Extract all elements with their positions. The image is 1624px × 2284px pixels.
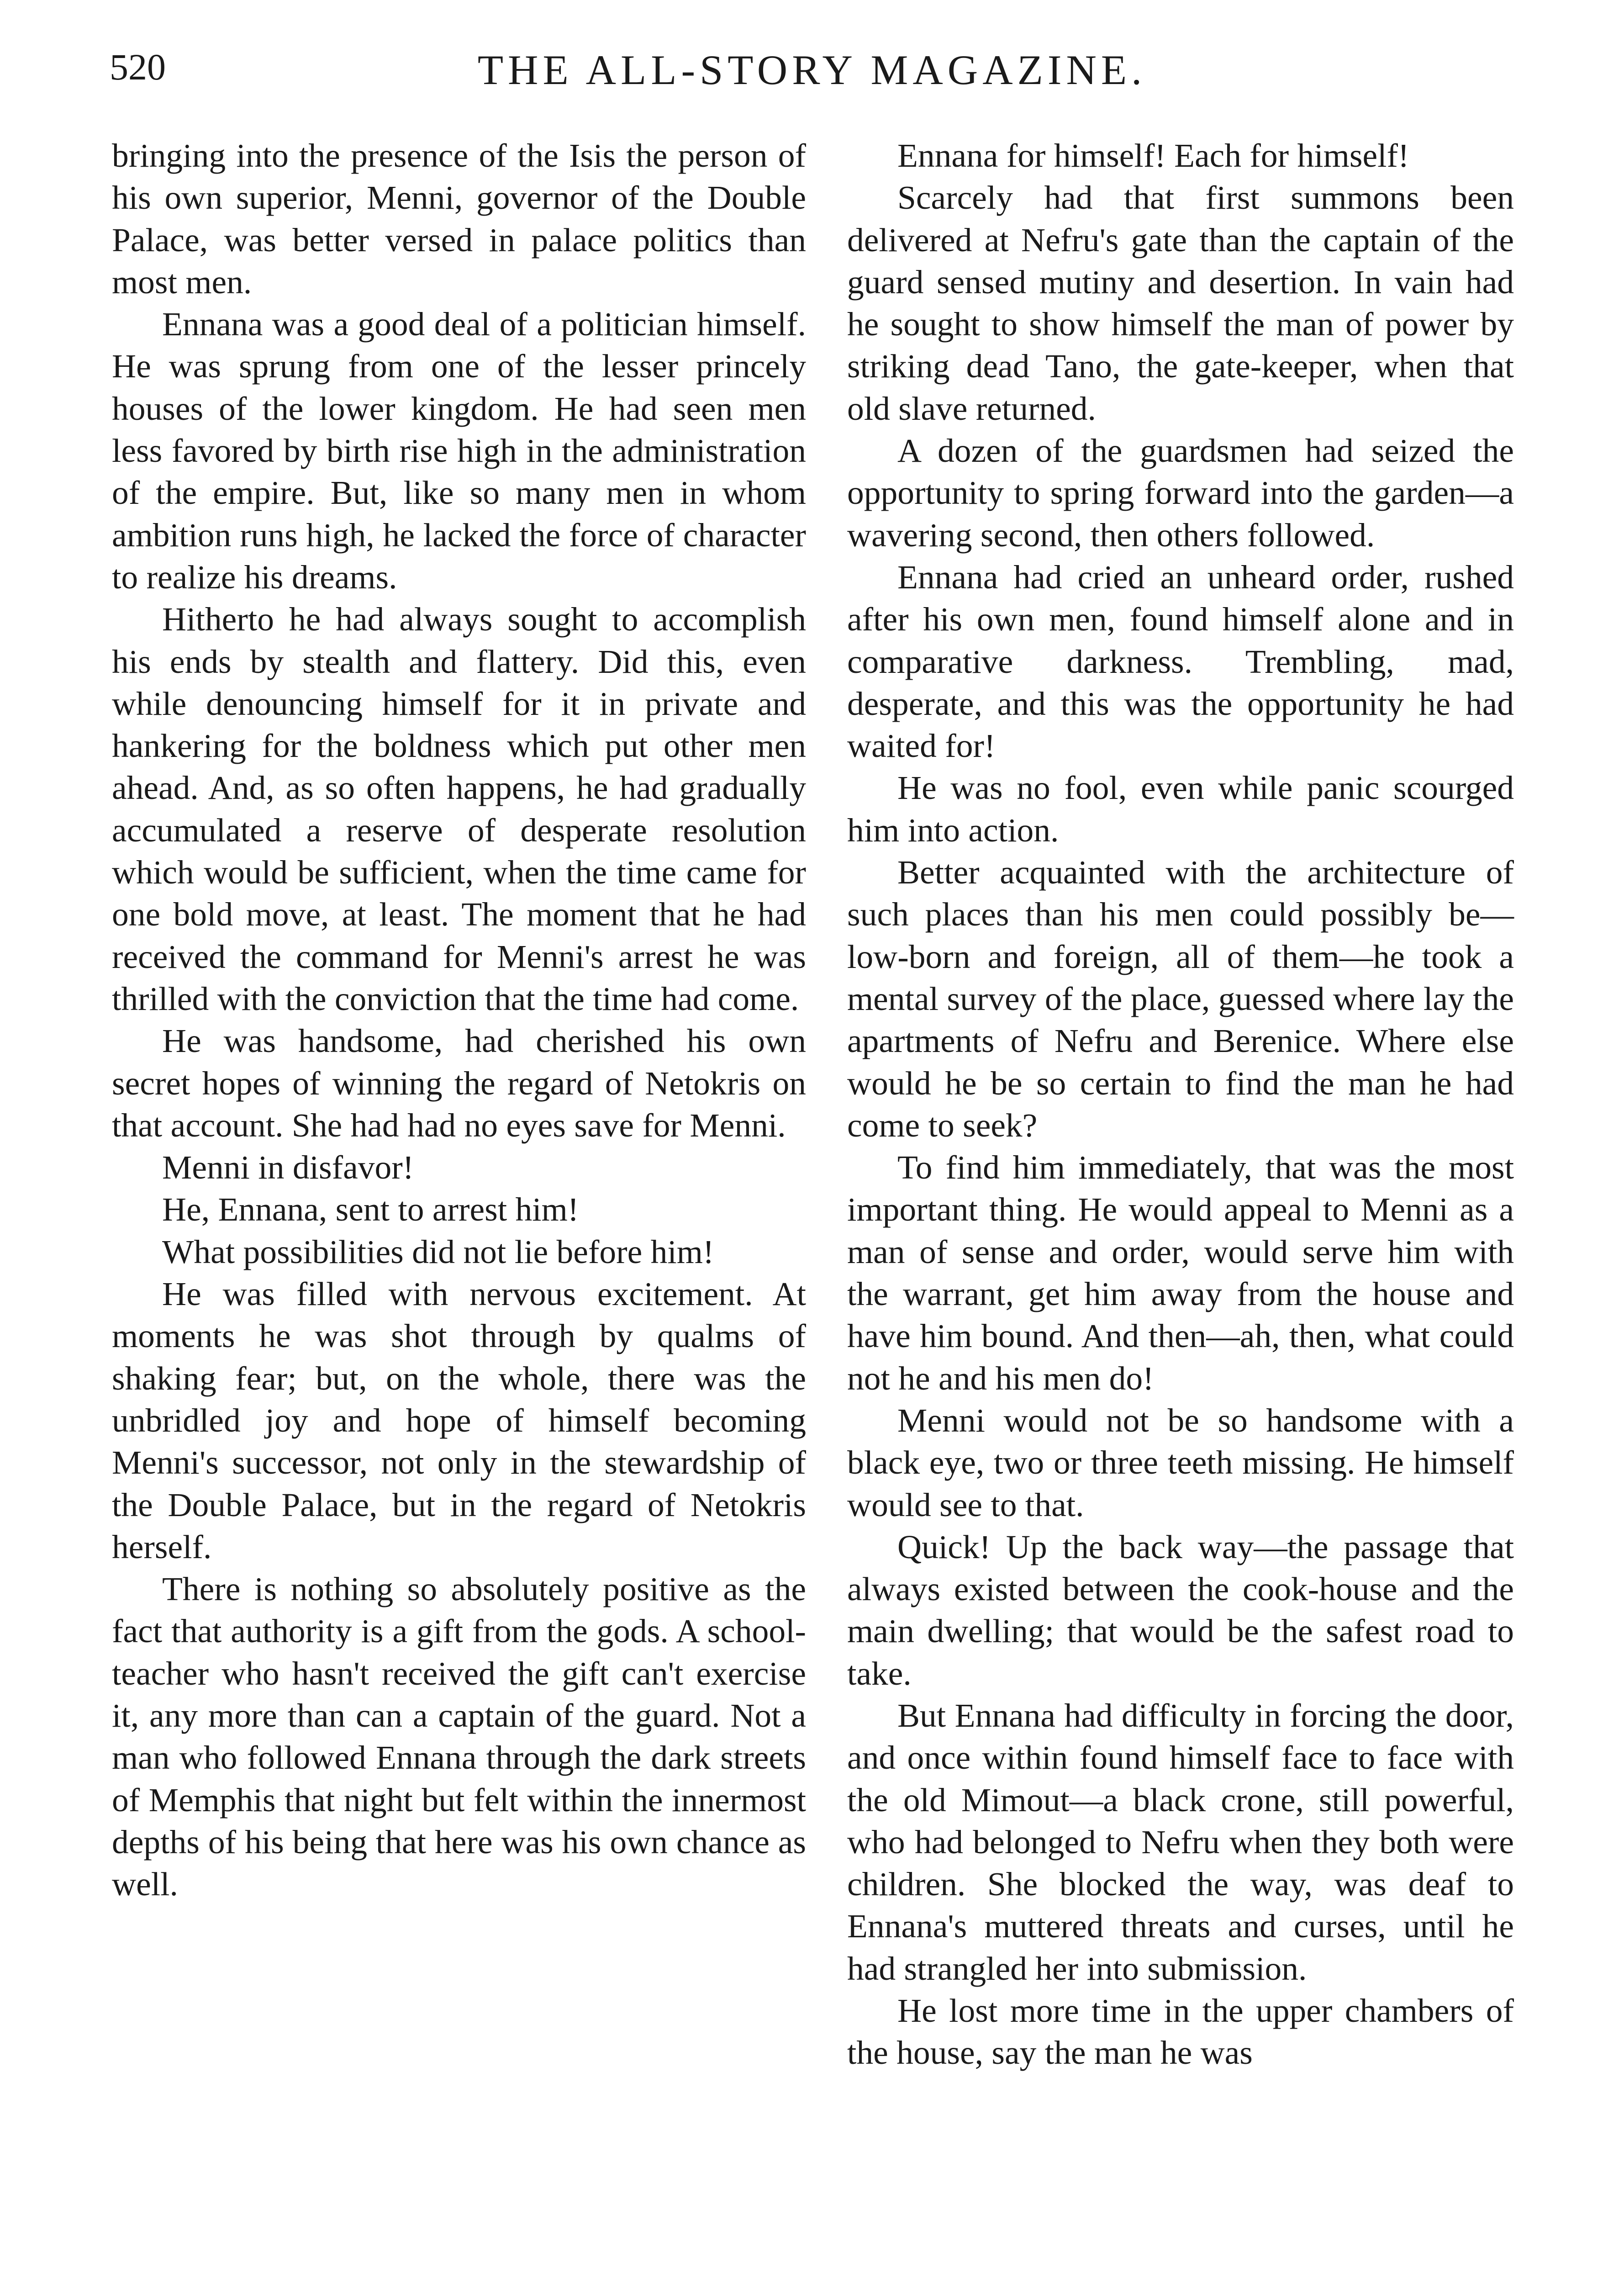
paragraph: Ennana for himself! Each for himself! — [897, 137, 1409, 174]
paragraph: Better acquainted with the architecture of such places than his men could possibly be—low-born and foreign, all of them—he took a mental survey of the place, guessed where lay the apartments of Nefru and Berenice. Where else would he be so certain to find the man he had come to seek? — [847, 854, 1514, 1144]
paragraph: Ennana had cried an unheard order, rushed after his own men, found himself alone and in comparative darkness. Trembling, mad, desperate, and this was the opportunity he had waited for! — [847, 558, 1514, 765]
paragraph: What possibilities did not lie before him! — [162, 1233, 714, 1270]
paragraph: He was handsome, had cherished his own secret hopes of winning the regard of Netokris on that account. She had had no eyes save for Menni. — [112, 1022, 806, 1144]
paragraph: Quick! Up the back way—the passage that always existed between the cook-house and the main dwelling; that would be the safest road to take. — [847, 1528, 1514, 1692]
paragraph: Menni in disfavor! — [162, 1149, 414, 1186]
paragraph: He was no fool, even while panic scourged him into action. — [847, 769, 1514, 849]
paragraph: A dozen of the guardsmen had seized the opportunity to spring forward into the garden—a wavering second, then others followed. — [847, 432, 1514, 554]
paragraph: He, Ennana, sent to arrest him! — [162, 1191, 579, 1228]
paragraph: Hitherto he had always sought to accomplish his ends by stealth and flattery. Did this, even while denouncing himself for it in private and hankering for the boldness which put other men ahead. And, as so often happens, he had gradually accumulated a reserve of desperate resolution which would be sufficient, when the time came for one bold move, at least. The moment that he had received the command for Menni's arrest he was thrilled with the conviction that the time had come. — [112, 601, 806, 1017]
paragraph: But Ennana had difficulty in forcing the door, and once within found himself face to face with the old Mimout—a black crone, still powerful, who had belonged to Nefru when they both were children. She blocked the way, was deaf to Ennana's muttered threats and curses, until he had strangled her into submission. — [847, 1697, 1514, 1987]
left-column — [112, 135, 806, 1905]
paragraph: Ennana was a good deal of a politician himself. He was sprung from one of the lesser princely houses of the lower kingdom. He had seen men less favored by birth rise high in the administration of the empire. But, like so many men in whom ambition runs high, he lacked the force of character to realize his dreams. — [112, 306, 806, 596]
paragraph: Menni would not be so handsome with a black eye, two or three teeth missing. He himself would see to that. — [847, 1401, 1514, 1523]
page-number: 520 — [110, 46, 166, 88]
paragraph: Scarcely had that first summons been delivered at Nefru's gate than the captain of the guard sensed mutiny and desertion. In vain had he sought to show himself the man of power by striking dead Tano, the gate-keeper, when that old slave returned. — [847, 179, 1514, 427]
right-column — [847, 135, 1514, 2074]
paragraph: To find him immediately, that was the most important thing. He would appeal to Menni as a man of sense and order, would serve him with the warrant, get him away from the house and have him bound. And then—ah, then, what could not he and his men do! — [847, 1149, 1514, 1397]
running-title: THE ALL-STORY MAGAZINE. — [477, 47, 1147, 93]
paragraph: He lost more time in the upper chambers of the house, say the man he was — [847, 1992, 1514, 2072]
paragraph: bringing into the presence of the Isis the person of his own superior, Menni, governor of the Double Palace, was better versed in palace politics than most men. — [112, 137, 806, 301]
paragraph: He was filled with nervous excitement. At moments he was shot through by qualms of shaking fear; but, on the whole, there was the unbridled joy and hope of himself becoming Menni's successor, not only in the stewardship of the Double Palace, but in the regard of Netokris herself. — [112, 1275, 806, 1565]
page-header — [0, 46, 1624, 105]
paragraph: There is nothing so absolutely positive as the fact that authority is a gift from the gods. A school-teacher who hasn't received the gift can't exercise it, any more than can a captain of the guard. Not a man who followed Ennana through the dark streets of Memphis that night but felt within the innermost depths of his being that here was his own chance as well. — [112, 1570, 806, 1903]
